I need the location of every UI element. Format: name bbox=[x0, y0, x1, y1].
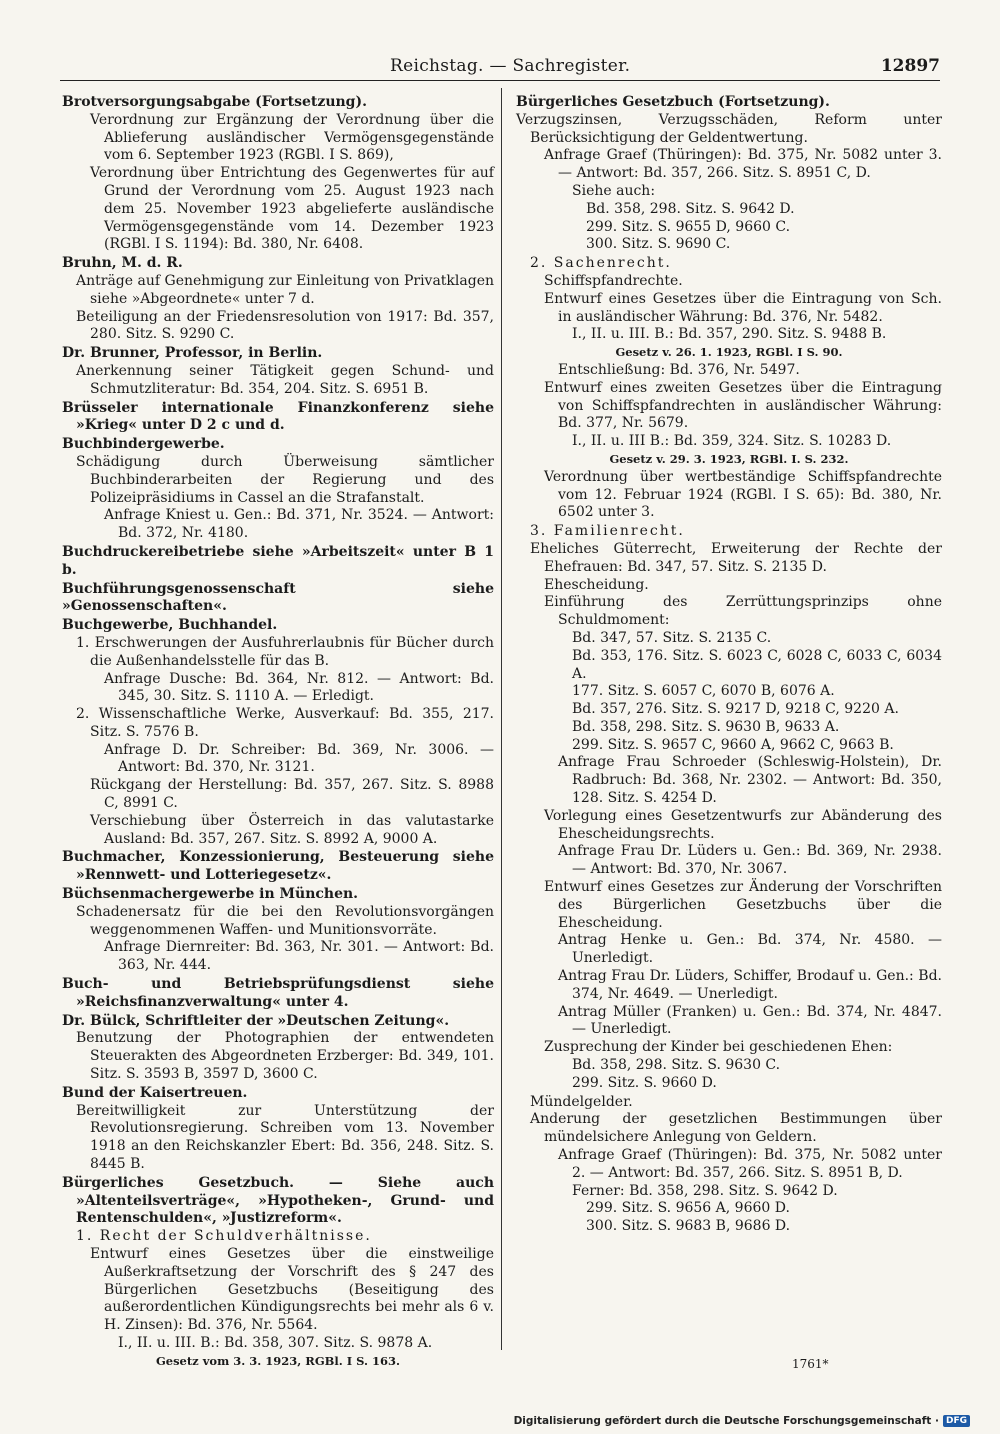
index-heading: Buchdruckereibetriebe siehe »Arbeitszeit« unter B 1 b. bbox=[62, 543, 494, 578]
index-entry: Bd. 358, 298. Sitz. S. 9642 D. bbox=[586, 200, 795, 217]
index-entry: Anfrage Graef (Thüringen): Bd. 375, Nr. 5082 unter 2. — Antwort: Bd. 357, 266. Sitz. S. 8951 B, D. bbox=[558, 1147, 942, 1181]
index-heading: Brüsseler internationale Finanzkonferenz siehe »Krieg« unter D 2 c und d. bbox=[62, 399, 494, 434]
index-entry: Anfrage Kniest u. Gen.: Bd. 371, Nr. 3524. — Antwort: Bd. 372, Nr. 4180. bbox=[104, 507, 494, 542]
index-entry: Entschließung: Bd. 376, Nr. 5497. bbox=[558, 361, 800, 378]
index-entry: Anerkennung seiner Tätigkeit gegen Schund- und Schmutzliteratur: Bd. 354, 204. Sitz. S. 6951 B. bbox=[76, 362, 494, 397]
index-heading: Buchmacher, Konzessionierung, Besteuerung siehe »Rennwett- und Lotteriegesetz«. bbox=[62, 849, 494, 884]
index-entry: Bereitwilligkeit zur Unterstützung der Revolutionsregierung. Schreiben vom 13. November 1918 an den Reichskanzler Ebert: Bd. 356, 248. Sitz. S. 8445 B. bbox=[76, 1102, 494, 1173]
index-entry: I., II. u. III. B.: Bd. 357, 290. Sitz. S. 9488 B. bbox=[572, 326, 887, 343]
index-entry: Mündelgelder. bbox=[530, 1093, 633, 1110]
index-entry: Anfrage Graef (Thüringen): Bd. 375, Nr. 5082 unter 3. — Antwort: Bd. 357, 266. Sitz. S. 8951 C, D. bbox=[544, 147, 942, 182]
index-entry: Schädigung durch Überweisung sämtlicher Buchbinderarbeiten der Regierung und des Polizeipräsidiums in Cassel an die Strafanstalt. bbox=[76, 453, 494, 506]
index-entry: Rückgang der Herstellung: Bd. 357, 267. Sitz. S. 8988 C, 8991 C. bbox=[90, 777, 494, 812]
index-entry: Gesetz v. 26. 1. 1923, RGBl. I S. 90. bbox=[615, 345, 843, 360]
index-entry: 3. Familienrecht. bbox=[530, 523, 685, 540]
index-entry: Anfrage Frau Dr. Lüders u. Gen.: Bd. 369, Nr. 2938. — Antwort: Bd. 370, Nr. 3067. bbox=[558, 843, 942, 878]
index-entry: Verzugszinsen, Verzugsschäden, Reform unter Berücksichtigung der Geldentwertung. bbox=[516, 111, 942, 146]
index-entry: Verordnung zur Ergänzung der Verordnung über die Ablieferung ausländischer Vermögensgegenstände vom 6. September 1923 (RGBl. I S. 869), bbox=[90, 111, 494, 164]
index-heading: Bruhn, M. d. R. bbox=[62, 255, 183, 272]
index-entry: Bd. 358, 298. Sitz. S. 9630 B, 9633 A. bbox=[572, 718, 840, 735]
index-entry: 2. Sachenrecht. bbox=[530, 255, 672, 272]
dfg-logo: DFG bbox=[943, 1415, 970, 1427]
index-entry: Entwurf eines zweiten Gesetzes über die Eintragung von Schiffspfandrechten in ausländischer Währung: Bd. 377, Nr. 5679. bbox=[544, 379, 942, 432]
index-entry: Schadenersatz für die bei den Revolutionsvorgängen weggenommenen Waffen- und Munitionsvorräte. bbox=[76, 903, 494, 938]
index-entry: Benutzung der Photographien der entwendeten Steuerakten des Abgeordneten Erzberger: Bd. 349, 101. Sitz. S. 3593 B, 3597 D, 3600 C. bbox=[76, 1030, 494, 1083]
index-entry: 2. Wissenschaftliche Werke, Ausverkauf: Bd. 355, 217. Sitz. S. 7576 B. bbox=[76, 706, 494, 740]
index-entry: 300. Sitz. S. 9690 C. bbox=[586, 236, 731, 253]
index-entry: 300. Sitz. S. 9683 B, 9686 D. bbox=[586, 1218, 791, 1235]
index-entry: Verordnung über wertbeständige Schiffspfandrechte vom 12. Februar 1924 (RGBl. I S. 65): Bd. 380, Nr. 6502 unter 3. bbox=[544, 468, 942, 521]
index-heading: Büchsenmachergewerbe in München. bbox=[62, 886, 359, 903]
index-entry: Entwurf eines Gesetzes über die Eintragung von Sch. in ausländischer Währung: Bd. 376, Nr. 5482. bbox=[544, 290, 942, 325]
index-entry: 1. Recht der Schuldverhältnisse. bbox=[76, 1228, 372, 1245]
index-entry: I., II. u. III B.: Bd. 359, 324. Sitz. S. 10283 D. bbox=[572, 433, 892, 450]
header-rule bbox=[60, 80, 940, 81]
index-entry: Antrag Henke u. Gen.: Bd. 374, Nr. 4580. — Unerledigt. bbox=[558, 932, 942, 967]
credit-text: Digitalisierung gefördert durch die Deutsche Forschungsgemeinschaft · bbox=[513, 1415, 939, 1427]
index-entry: 299. Sitz. S. 9660 D. bbox=[572, 1074, 717, 1091]
column-divider bbox=[501, 88, 502, 1350]
index-heading: Bürgerliches Gesetzbuch. — Siehe auch »Altenteilsverträge«, »Hypotheken-, Grund- und Rentenschulden«, »Justizreform«. bbox=[62, 1174, 494, 1227]
index-heading: Dr. Brunner, Professor, in Berlin. bbox=[62, 345, 323, 362]
index-entry: Siehe auch: bbox=[572, 182, 656, 199]
index-entry: 299. Sitz. S. 9657 C, 9660 A, 9662 C, 9663 B. bbox=[572, 736, 894, 753]
index-entry: Antrag Frau Dr. Lüders, Schiffer, Brodauf u. Gen.: Bd. 374, Nr. 4649. — Unerledigt. bbox=[558, 968, 942, 1002]
index-entry: Zusprechung der Kinder bei geschiedenen Ehen: bbox=[544, 1039, 893, 1056]
digitization-credit bbox=[514, 1415, 970, 1427]
index-entry: Ehescheidung. bbox=[544, 576, 649, 593]
index-entry: Anderung der gesetzlichen Bestimmungen über mündelsichere Anlegung von Geldern. bbox=[530, 1111, 942, 1146]
page-number: 12897 bbox=[880, 56, 940, 76]
right-column bbox=[516, 93, 942, 1236]
index-heading: Buchführungsgenossenschaft siehe »Genossenschaften«. bbox=[62, 580, 494, 615]
index-entry: Gesetz v. 29. 3. 1923, RGBl. I. S. 232. bbox=[609, 451, 849, 466]
index-entry: Bd. 353, 176. Sitz. S. 6023 C, 6028 C, 6033 C, 6034 A. bbox=[572, 647, 942, 682]
index-entry: Entwurf eines Gesetzes zur Änderung der Vorschriften des Bürgerlichen Gesetzbuchs über die Ehescheidung. bbox=[544, 879, 942, 931]
index-entry: 177. Sitz. S. 6057 C, 6070 B, 6076 A. bbox=[572, 683, 835, 700]
index-entry: Vorlegung eines Gesetzentwurfs zur Abänderung des Ehescheidungsrechts. bbox=[544, 807, 942, 842]
index-entry: Ferner: Bd. 358, 298. Sitz. S. 9642 D. bbox=[572, 1182, 838, 1199]
index-entry: 1. Erschwerungen der Ausfuhrerlaubnis für Bücher durch die Außenhandelsstelle für das B. bbox=[76, 634, 494, 669]
index-entry: Bd. 358, 298. Sitz. S. 9630 C. bbox=[572, 1057, 781, 1074]
index-heading: Buchbindergewerbe. bbox=[62, 436, 225, 453]
index-entry: Einführung des Zerrüttungsprinzips ohne Schuldmoment: bbox=[544, 594, 942, 629]
index-entry: 299. Sitz. S. 9655 D, 9660 C. bbox=[586, 218, 791, 235]
index-entry: Anfrage D. Dr. Schreiber: Bd. 369, Nr. 3006. — Antwort: Bd. 370, Nr. 3121. bbox=[104, 741, 494, 776]
index-heading: Bund der Kaisertreuen. bbox=[62, 1084, 248, 1101]
index-entry: Gesetz vom 3. 3. 1923, RGBl. I S. 163. bbox=[155, 1353, 401, 1368]
index-heading: Brotversorgungsabgabe (Fortsetzung). bbox=[62, 94, 367, 110]
index-entry: Bd. 357, 276. Sitz. S. 9217 D, 9218 C, 9220 A. bbox=[572, 701, 899, 718]
index-heading: Bürgerliches Gesetzbuch (Fortsetzung). bbox=[516, 94, 830, 110]
left-column bbox=[62, 93, 494, 1371]
sheet-mark: 1761* bbox=[792, 1357, 829, 1371]
index-entry: Verordnung über Entrichtung des Gegenwertes für auf Grund der Verordnung vom 25. August 1923 nach dem 25. November 1923 abgelieferte ausländische Vermögensgegenstände vom 14. Dezember 1923 (RGBl. I S. 1194): Bd. 380, Nr. 6408. bbox=[90, 165, 494, 253]
index-entry: Verschiebung über Österreich in das valutastarke Ausland: Bd. 357, 267. Sitz. S. 8992 A, 9000 A. bbox=[90, 812, 494, 847]
index-entry: I., II. u. III. B.: Bd. 358, 307. Sitz. S. 9878 A. bbox=[118, 1334, 433, 1351]
running-header-title: Reichstag. — Sachregister. bbox=[390, 56, 631, 76]
index-entry: Beteiligung an der Friedensresolution von 1917: Bd. 357, 280. Sitz. S. 9290 C. bbox=[76, 308, 494, 343]
index-entry: Eheliches Güterrecht, Erweiterung der Rechte der Ehefrauen: Bd. 347, 57. Sitz. S. 2135 D. bbox=[530, 540, 942, 575]
index-entry: Anträge auf Genehmigung zur Einleitung von Privatklagen siehe »Abgeordnete« unter 7 d. bbox=[76, 272, 494, 307]
index-heading: Dr. Bülck, Schriftleiter der »Deutschen Zeitung«. bbox=[62, 1012, 450, 1029]
index-entry: Antrag Müller (Franken) u. Gen.: Bd. 374, Nr. 4847. — Unerledigt. bbox=[558, 1003, 942, 1038]
index-entry: Schiffspfandrechte. bbox=[544, 272, 683, 289]
index-heading: Buch- und Betriebsprüfungsdienst siehe »Reichsfinanzverwaltung« unter 4. bbox=[62, 976, 494, 1010]
index-entry: Bd. 347, 57. Sitz. S. 2135 C. bbox=[572, 629, 772, 646]
index-entry: Entwurf eines Gesetzes über die einstweilige Außerkraftsetzung der Vorschrift des § 247 des Bürgerlichen Gesetzbuchs (Beseitigung des außerordentlichen Kündigungsrechts bei mehr als 6 v. H. Zinsen): Bd. 376, Nr. 5564. bbox=[90, 1246, 494, 1334]
index-entry: Anfrage Diernreiter: Bd. 363, Nr. 301. — Antwort: Bd. 363, Nr. 444. bbox=[104, 939, 494, 974]
index-entry: Anfrage Dusche: Bd. 364, Nr. 812. — Antwort: Bd. 345, 30. Sitz. S. 1110 A. — Erledigt. bbox=[104, 670, 494, 705]
index-heading: Buchgewerbe, Buchhandel. bbox=[62, 617, 278, 634]
index-entry: Anfrage Frau Schroeder (Schleswig-Holstein), Dr. Radbruch: Bd. 368, Nr. 2302. — Antwort: Bd. 350, 128. Sitz. S. 4254 D. bbox=[558, 754, 942, 807]
index-entry: 299. Sitz. S. 9656 A, 9660 D. bbox=[586, 1200, 790, 1217]
